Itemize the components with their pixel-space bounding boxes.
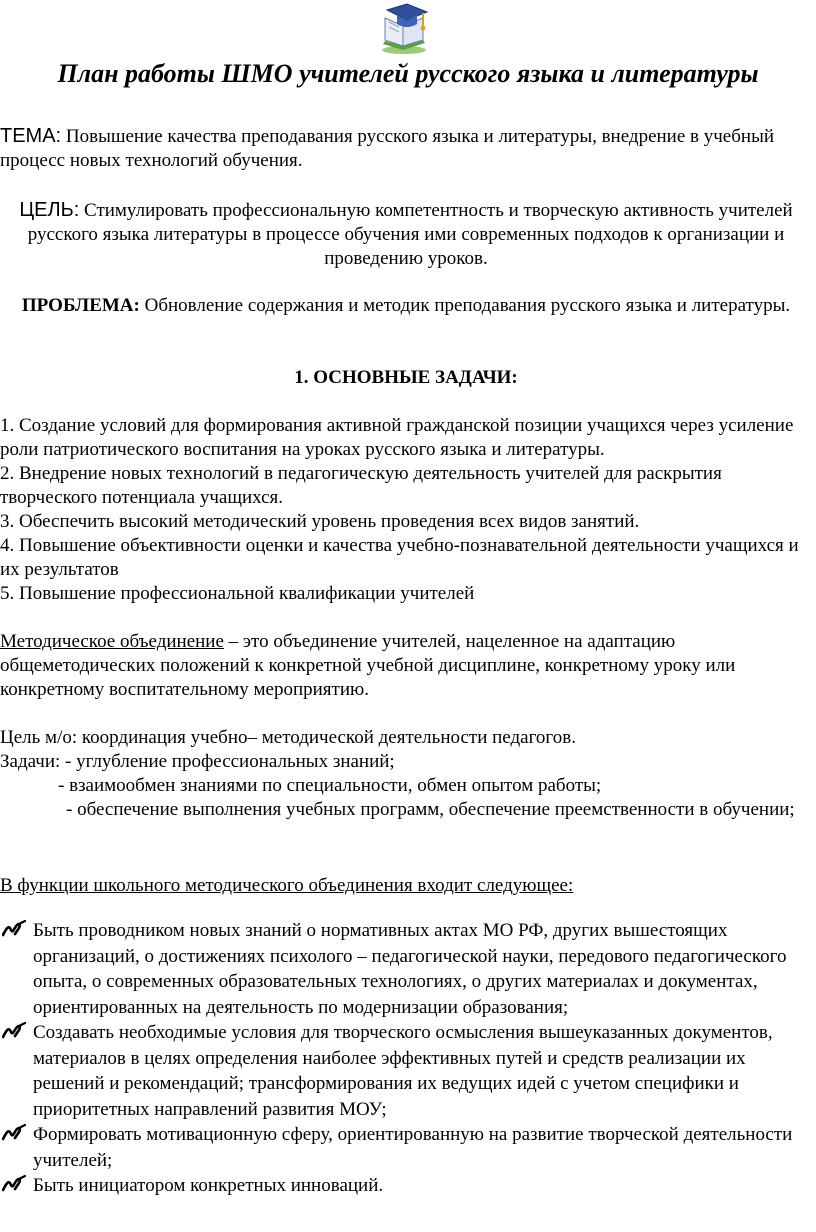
pen-stroke-bullet-icon xyxy=(2,920,26,938)
goal-text: Стимулировать профессиональную компетентность и творческую активность учителей русского языка литературы в процессе обучения ими современных подходов к организации и проведению уроков. xyxy=(27,200,793,269)
function-item xyxy=(0,918,812,1020)
goal-paragraph xyxy=(0,198,812,271)
function-text: Создавать необходимые условия для творческого осмысления вышеуказанных документов, материалов в целях определения наиболее эффективных путей и средств реализации их решений и рекомендаций; трансформирования их ведущих идей с учетом специфики и приоритетных направлений развития МОУ; xyxy=(33,1022,773,1120)
function-item xyxy=(0,1122,812,1173)
task-item: 1. Создание условий для формирования активной гражданской позиции учащихся через усиление роли патриотического воспитания на уроках русского языка и литературы. xyxy=(0,415,794,460)
definition-text: – это объединение учителей, нацеленное на адаптацию общеметодических положений к конкретной учебной дисциплине, конкретному уроку или конкретному воспитательному мероприятию. xyxy=(0,631,736,700)
theme-label: ТЕМА: xyxy=(0,125,62,147)
problem-paragraph xyxy=(0,294,812,318)
function-text: Формировать мотивационную сферу, ориентированную на развитие творческой деятельности учителей; xyxy=(33,1124,793,1171)
tasks-heading: 1. ОСНОВНЫЕ ЗАДАЧИ: xyxy=(294,367,518,388)
graduation-cap-book-logo-icon xyxy=(373,0,435,56)
task-item: 4. Повышение объективности оценки и качества учебно-познавательной деятельности учащихся и их результатов xyxy=(0,535,799,580)
definition-paragraph xyxy=(0,630,812,702)
page-title: План работы ШМО учителей русского языка и литературы xyxy=(57,59,759,88)
pen-stroke-bullet-icon xyxy=(2,1022,26,1040)
pen-stroke-bullet-icon xyxy=(2,1124,26,1142)
task-item: 5. Повышение профессиональной квалификации учителей xyxy=(0,583,475,604)
function-text: Быть проводником новых знаний о нормативных актах МО РФ, других вышестоящих организаций, о достижениях психолого – педагогической науки, передового педагогического опыта, о современных образовательных технологиях, о других материалах и документах, ориентированных на деятельность по модернизации образования; xyxy=(33,920,787,1018)
function-text: Быть инициатором конкретных инноваций. xyxy=(33,1175,384,1196)
task-item: 3. Обеспечить высокий методический уровень проведения всех видов занятий. xyxy=(0,511,640,532)
mo-tasks-first-line: Задачи: - углубление профессиональных знаний; xyxy=(0,751,395,772)
problem-text: Обновление содержания и методик преподавания русского языка и литературы. xyxy=(139,295,791,316)
goal-label: ЦЕЛЬ: xyxy=(19,199,80,221)
function-item xyxy=(0,1020,812,1122)
mo-goals-block xyxy=(0,726,812,822)
theme-paragraph xyxy=(0,124,812,173)
pen-stroke-bullet-icon xyxy=(2,1175,26,1193)
mo-goal-line: Цель м/о: координация учебно– методической деятельности педагогов. xyxy=(0,727,576,748)
functions-heading: В функции школьного методического объединения входит следующее: xyxy=(0,875,574,896)
mo-task-line: - обеспечение выполнения учебных программ, обеспечение преемственности в обучении; xyxy=(66,799,795,820)
functions-list xyxy=(0,918,812,1199)
definition-term: Методическое объединение xyxy=(0,631,224,652)
function-item xyxy=(0,1173,812,1199)
theme-text: Повышение качества преподавания русского языка и литературы, внедрение в учебный процесс новых технологий обучения. xyxy=(0,126,775,171)
tasks-list xyxy=(0,414,812,606)
task-item: 2. Внедрение новых технологий в педагогическую деятельность учителей для раскрытия творческого потенциала учащихся. xyxy=(0,463,722,508)
mo-task-line: - взаимообмен знаниями по специальности, обмен опытом работы; xyxy=(58,775,602,796)
problem-label: ПРОБЛЕМА: xyxy=(21,295,140,316)
